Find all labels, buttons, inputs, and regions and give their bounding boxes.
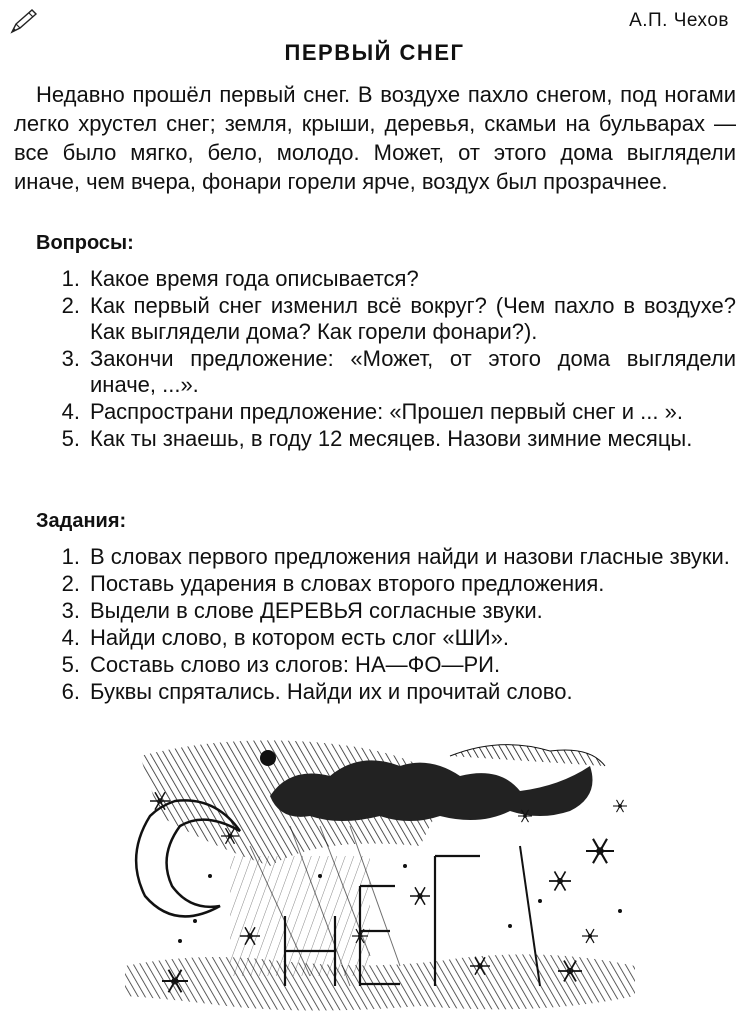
- page-title: ПЕРВЫЙ СНЕГ: [284, 40, 465, 65]
- questions-heading: Вопросы:: [36, 232, 134, 254]
- task-item: 5. Составь слово из слогов: НА—ФО—РИ.: [61, 652, 501, 677]
- task-item: 2. Поставь ударения в словах второго предложения.: [61, 571, 605, 596]
- tasks-heading: Задания:: [36, 510, 127, 532]
- question-item: 1. Какое время года описывается?: [61, 266, 419, 291]
- author: А.П. Чехов: [629, 10, 729, 31]
- task-item: 4. Найди слово, в котором есть слог «ШИ».: [61, 625, 509, 650]
- question-item: 2. Как первый снег изменил всё вокруг? (Чем пахло в воздухе? Как выглядели дома? Как горели фонари?).: [61, 293, 736, 344]
- question-item: 5. Как ты знаешь, в году 12 месяцев. Назови зимние месяцы.: [61, 426, 693, 451]
- task-item: 3. Выдели в слове ДЕРЕВЬЯ согласные звуки.: [61, 598, 543, 623]
- question-item: 3. Закончи предложение: «Может, от этого дома выглядели иначе, ...».: [61, 346, 736, 397]
- tasks-list: [50, 544, 736, 706]
- task-item: 6. Буквы спрятались. Найди их и прочитай слово.: [61, 679, 573, 704]
- story-text: Недавно прошёл первый снег. В воздухе пахло снегом, под ногами легко хрустел снег; земля, крыши, деревья, скамьи на бульварах — все было мягко, бело, молодо. Может, от этого дома выглядели иначе, чем вчера, фонари горели ярче, воздух был прозрачнее.: [14, 82, 736, 194]
- pencil-icon: [8, 6, 40, 36]
- questions-list: [50, 266, 736, 453]
- snow-illustration: [120, 726, 640, 1016]
- task-item: 1. В словах первого предложения найди и назови гласные звуки.: [61, 544, 730, 569]
- question-item: 4. Распространи предложение: «Прошел первый снег и ... ».: [61, 399, 683, 424]
